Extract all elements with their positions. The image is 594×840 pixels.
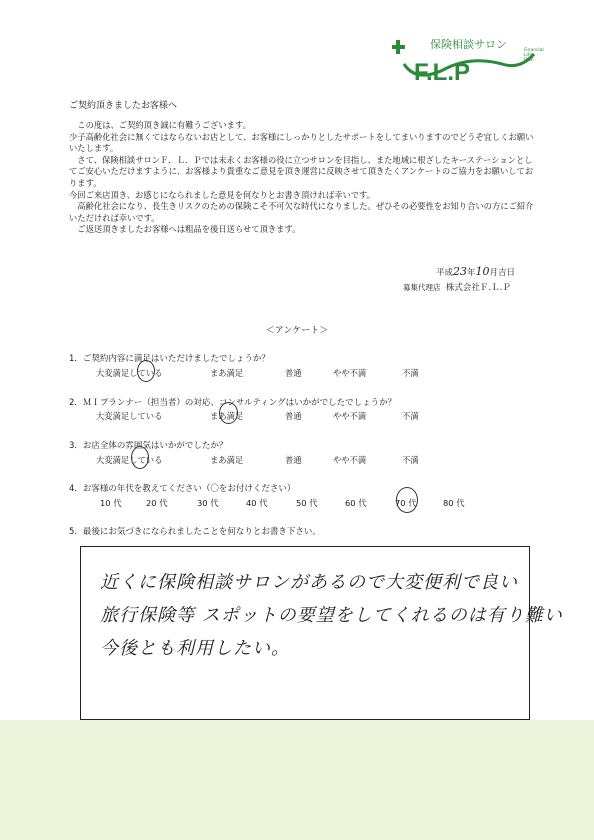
q4-option-50s[interactable]: 50 代 — [296, 498, 318, 508]
letter-paragraph: 少子高齢化社会に無くてはならないお店として、お客様にしっかりとしたサポートをしてまいりますのでどうぞ宜しくお願いいたします。 — [69, 131, 534, 154]
letter-paragraph: 今回ご来店頂き、お感じになられました意見を何なりとお書き頂ければ幸いです。 — [69, 189, 375, 200]
q3-selection-circle — [131, 446, 149, 469]
salutation: ご契約頂きましたお客様へ — [69, 101, 178, 111]
question-2: 2．ＭＩプランナー（担当者）の対応、コンサルティングはいかがでしたでしょうか？ — [69, 398, 397, 408]
question-1: 1．ご契約内容に満足はいただけましたでしょうか？ — [69, 354, 270, 364]
letter-body — [69, 120, 537, 236]
agency-line — [403, 281, 511, 293]
question-4: 4．お客様の年代を教えてください（〇をお付けください） — [69, 484, 296, 494]
agency-name: 株式会社Ｆ.Ｌ.Ｐ — [445, 283, 511, 293]
logo-sub-lines — [524, 48, 544, 63]
q4-option-30s[interactable]: 30 代 — [197, 498, 219, 508]
handwritten-answer — [100, 566, 563, 665]
question-3: 3．お店全体の雰囲気はいかがでしたか？ — [69, 441, 228, 451]
q1-option-very-satisfied[interactable]: 大変満足している — [96, 368, 163, 378]
q1-option-dissatisfied[interactable]: 不満 — [402, 368, 419, 378]
q3-option-dissatisfied[interactable]: 不満 — [402, 455, 419, 465]
q2-selection-circle — [219, 402, 238, 424]
handwritten-line: 今後とも利用したい。 — [100, 638, 290, 659]
q3-option-somewhat-dissatisfied[interactable]: やや不満 — [333, 455, 367, 465]
q2-option-dissatisfied[interactable]: 不満 — [402, 411, 419, 421]
logo-sub-plan: Plan — [524, 58, 534, 63]
q1-selection-circle — [137, 360, 155, 382]
q4-option-70s[interactable]: 70 代 — [395, 498, 417, 508]
letter-paragraph: ご返送頂きましたお客様へは粗品を後日送らせて頂きます。 — [69, 224, 301, 235]
q4-option-60s[interactable]: 60 代 — [345, 498, 367, 508]
date-year-handwritten: 23 — [453, 265, 468, 278]
q4-option-20s[interactable]: 20 代 — [146, 498, 168, 508]
q1-option-somewhat-satisfied[interactable]: まあ満足 — [210, 368, 244, 378]
q2-option-neutral[interactable]: 普通 — [285, 411, 302, 421]
handwritten-line: 旅行保険等 スポットの要望をしてくれるのは有り難い — [100, 605, 563, 626]
logo-wordmark — [392, 34, 542, 96]
q4-option-10s[interactable]: 10 代 — [100, 498, 122, 508]
handwritten-line: 近くに保険相談サロンがあるので大変便利で良い — [100, 572, 518, 593]
q2-option-somewhat-satisfied[interactable]: まあ満足 — [210, 411, 244, 421]
q4-selection-circle — [396, 487, 418, 513]
logo-tagline: 保険相談サロン — [430, 38, 507, 51]
date-suffix: 月吉日 — [489, 268, 516, 278]
logo-wordmark-text: F.L.P — [414, 59, 471, 86]
letter-paragraph: さて、保険相談サロンＦ．Ｌ．Ｐでは末永くお客様の役に立つサロンを目指し、また地域に根ざしたキーステーションとしてご安心いただけますように、お客様より貴重なご意見を頂き運営に反映させて頂きたくアンケートのご協力をお願いしております。 — [69, 154, 534, 188]
q3-option-neutral[interactable]: 普通 — [285, 455, 302, 465]
q2-option-somewhat-dissatisfied[interactable]: やや不満 — [333, 411, 367, 421]
q3-option-somewhat-satisfied[interactable]: まあ満足 — [210, 455, 244, 465]
letter-paragraph: この度は、ご契約頂き誠に有難うございます。 — [69, 120, 251, 130]
q2-option-very-satisfied[interactable]: 大変満足している — [96, 411, 163, 421]
q1-option-somewhat-dissatisfied[interactable]: やや不満 — [333, 368, 367, 378]
agency-label: 募集代理店 — [403, 283, 441, 292]
date-year-unit: 年 — [467, 268, 476, 278]
page-bottom-band — [0, 720, 594, 840]
q4-option-80s[interactable]: 80 代 — [443, 498, 465, 508]
q4-option-40s[interactable]: 40 代 — [246, 498, 268, 508]
letter-paragraph: 高齢化社会になり、長生きリスクのための保険こそ不可欠な時代になりました。ぜひその必要性をお知り合いの方にご紹介いただければ幸いです。 — [69, 201, 534, 223]
question-5: 5．最後にお気づきになられましたことを何なりとお書き下さい。 — [69, 527, 321, 537]
logo-sub-life: Life — [524, 53, 533, 58]
q1-option-neutral[interactable]: 普通 — [285, 368, 302, 378]
date-prefix: 平成 — [436, 268, 454, 278]
date-month-handwritten: 10 — [475, 265, 490, 278]
survey-title: ＜アンケート＞ — [265, 326, 329, 336]
q3-option-very-satisfied[interactable]: 大変満足している — [96, 455, 163, 465]
flp-logo — [392, 34, 542, 96]
logo-sub-financial: Financial — [524, 48, 544, 53]
letter-date — [436, 265, 515, 278]
